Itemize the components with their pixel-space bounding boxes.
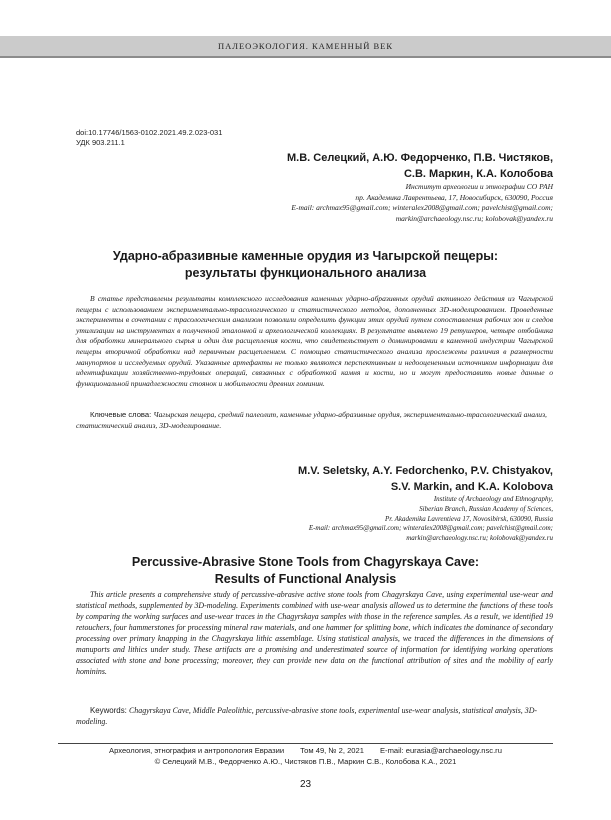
doi: doi:10.17746/1563-0102.2021.49.2.023-031 [76, 128, 223, 137]
ru-email2: markin@archaeology.nsc.ru; kolobovak@yandex.ru [395, 213, 553, 223]
ru-title-line1: Ударно-абразивные каменные орудия из Чагырской пещеры: [112, 249, 499, 263]
ru-affiliation2: пр. Академика Лаврентьева, 17, Новосибирск, 630090, Россия [355, 192, 553, 202]
ru-keywords-text: Чагырская пещера, средний палеолит, каменные ударно-абразивные орудия, экспериментально-трасологический анализ, статистический анализ, 3D-моделирование. [76, 410, 547, 430]
ru-title-line2: результаты функционального анализа [184, 266, 427, 280]
footer-divider [58, 743, 553, 744]
en-keywords-text: Chagyrskaya Cave, Middle Paleolithic, percussive-abrasive stone tools, experimental use-wear analysis, statistical analysis, 3D-modeling. [76, 706, 538, 726]
en-affiliation3: Pr. Akademika Lavrentieva 17, Novosibirsk, 630090, Russia [385, 514, 553, 523]
en-affiliation1: Institute of Archaeology and Ethnography, [433, 495, 553, 503]
ru-email1: E-mail: archmax95@gmail.com; winteralex2008@gmail.com; pavelchist@gmail.com; [291, 203, 553, 212]
en-affiliation2: Siberian Branch, Russian Academy of Sciences, [419, 504, 553, 513]
ru-author-block [287, 150, 553, 224]
ru-article-title [60, 248, 551, 282]
en-authors-line1: M.V. Seletsky, A.Y. Fedorchenko, P.V. Chistyakov, [298, 465, 553, 477]
article-identifiers [76, 128, 222, 148]
en-email1: E-mail: archmax95@gmail.com; winteralex2008@gmail.com; pavelchist@gmail.com; [308, 524, 553, 533]
ru-keywords [76, 410, 553, 431]
en-author-block [298, 463, 553, 544]
journal-footer [58, 746, 553, 755]
ru-keywords-label: Ключевые слова: [90, 410, 152, 419]
copyright: © Селецкий М.В., Федорченко А.Ю., Чистяков П.В., Маркин С.В., Колобова К.А., 2021 [154, 757, 457, 766]
en-title-line2: Results of Functional Analysis [214, 572, 397, 586]
en-keywords-label: Keywords: [90, 706, 127, 715]
ru-abstract: В статье представлены результаты комплексного исследования каменных ударно-абразивных орудий активного действия из Чагырской пещеры с использованием экспериментально-трасологического и статистического методов, дополненных 3D-моделированием. Проведенные эксперименты в сочетании с трасологическим анализом позволили определить функции этих орудий путем сопоставления рабочих зон и следов утилизации на инструментах в полученной эталонной и археологической коллекциях. В результате выявлено 19 ретушеров, четыре отбойника для обработки минерального сырья и один для расщепления кости, что свидетельствует о доминировании в каменной индустрии Чагырской пещеры вторичной обработки над первичным расщеплением. С помощью статистического анализа прослежены различия в размерности манупортов и исследуемых орудий. Указанные артефакты не только являются перспективным и недооцененным источником информации для идентификации хозяйственно-трудовых операций, связанных с обработкой камня и кости, но и могут предоставить новые данные о функциональной принадлежности стоянок и мобильности древних гоминин. [76, 294, 553, 388]
en-title-line1: Percussive-Abrasive Stone Tools from Chagyrskaya Cave: [131, 555, 480, 569]
page-number: 23 [299, 779, 312, 790]
journal-name: Археология, этнография и антропология Евразии [109, 746, 285, 755]
udk: УДК 903.211.1 [76, 138, 125, 147]
en-authors-line2: S.V. Markin, and K.A. Kolobova [390, 481, 553, 493]
ru-affiliation1: Институт археологии и этнографии СО РАН [405, 182, 553, 191]
journal-email: E-mail: eurasia@archaeology.nsc.ru [379, 746, 502, 755]
en-article-title [60, 554, 551, 588]
ru-authors-line2: С.В. Маркин, К.А. Колобова [403, 168, 553, 180]
en-keywords [76, 705, 553, 727]
ru-authors-line1: М.В. Селецкий, А.Ю. Федорченко, П.В. Чистяков, [287, 152, 553, 164]
section-title: ПАЛЕОЭКОЛОГИЯ. КАМЕННЫЙ ВЕК [217, 41, 394, 51]
en-email2: markin@archaeology.nsc.ru; kolobovak@yandex.ru [406, 534, 553, 543]
en-abstract: This article presents a comprehensive study of percussive-abrasive active stone tools from Chagyrskaya Cave, using experimental use-wear and statistical methods, supplemented by 3D-modeling. Experiments combined with use-wear analysis allowed us to determine the functions of these tools by comparing the working surfaces and use-wear traces in the Chagyrskaya samples with those in the reference samples. As a result, we identified 19 retouchers, four hammerstones for processing mineral raw materials, and one hammer for splitting bone, which indicates the dominance of secondary processing over primary knapping in the Chagyrskaya lithic assemblage. Using statistical analysis, we traced the differences in the dimensions of manuports and lithics under study. These artifacts are a promising and underestimated source of information for identifying working operations associated with stone and bone processing; moreover, they can provide new data on the functional attribution of sites and the mobility of early hominins. [76, 590, 553, 676]
journal-volume: Том 49, № 2, 2021 [300, 746, 364, 755]
section-header [0, 36, 611, 58]
